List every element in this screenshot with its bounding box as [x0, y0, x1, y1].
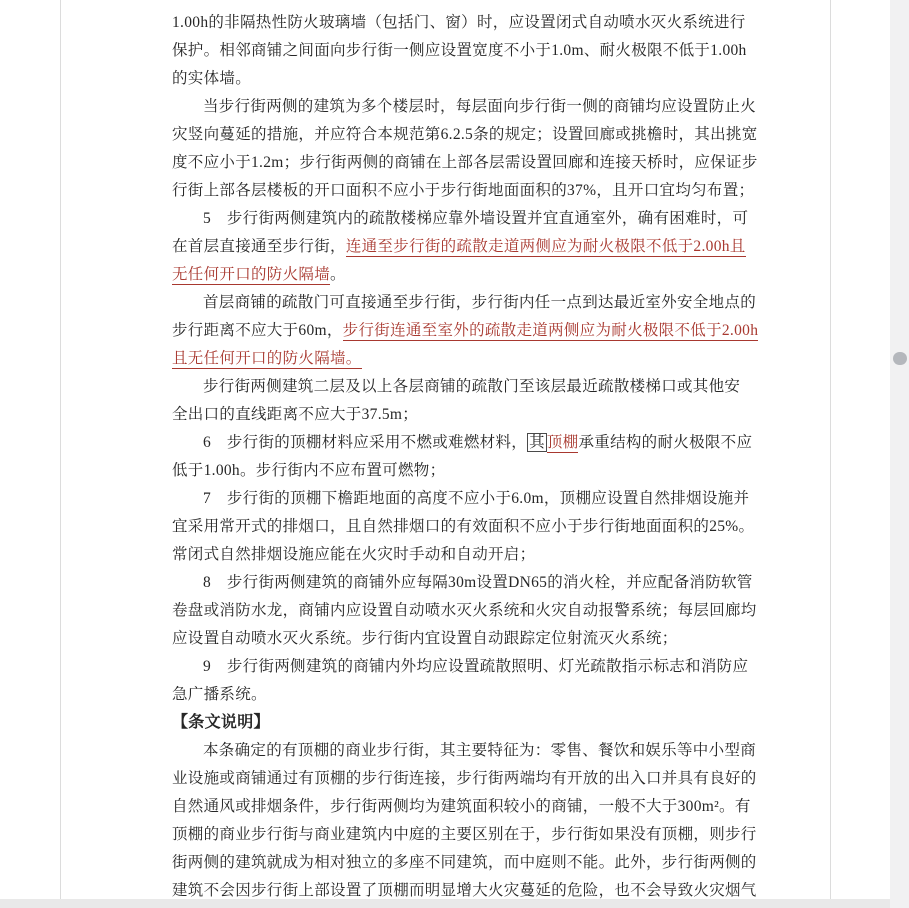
document-text: [172, 9, 759, 905]
boxed-character: 其: [529, 434, 545, 451]
page-left-edge: [60, 0, 61, 900]
text-line: [172, 737, 757, 765]
text-line: [172, 765, 757, 793]
body-text: 的实体墙。: [172, 70, 252, 87]
revision-inserted-text: 顶棚: [546, 434, 579, 451]
body-text: 常闭式自然排烟设施应能在火灾时手动和自动开启；: [172, 546, 536, 563]
text-line: [172, 37, 747, 65]
text-line: [172, 121, 758, 149]
body-text: 7 步行街的顶棚下檐距地面的高度不应小于6.0m，顶棚应设置自然排烟设施并: [203, 490, 750, 507]
text-line: [172, 429, 753, 457]
text-line: [172, 9, 747, 37]
revision-inserted-text: 步行街连通至室外的疏散走道两侧应为耐火极限不低于2.00h: [342, 322, 759, 339]
text-line: [172, 681, 747, 709]
body-text: 【条文说明】: [172, 714, 270, 731]
page-bottom-edge: [0, 899, 909, 908]
text-line: [172, 233, 747, 261]
section-heading: [172, 709, 747, 737]
body-text: 8 步行街两侧建筑的商铺外应每隔30m设置DN65的消火栓，并应配备消防软管: [203, 574, 753, 591]
body-text: 全出口的直线距离不应大于37.5m；: [172, 406, 419, 423]
text-line: [172, 793, 751, 821]
scrollbar-track[interactable]: [890, 0, 909, 908]
text-line: [172, 597, 757, 625]
text-line: [172, 93, 757, 121]
text-line: [172, 541, 747, 569]
text-line: [172, 317, 759, 345]
text-line: [172, 373, 747, 401]
text-line: [172, 569, 753, 597]
body-text: 当步行街两侧的建筑为多个楼层时，每层面向步行街一侧的商铺均应设置防止火: [203, 98, 757, 115]
body-text: 低于1.00h。步行街内不应布置可燃物；: [172, 462, 446, 479]
text-line: [172, 485, 750, 513]
revision-inserted-text: 无任何开口的防火隔墙: [172, 266, 331, 283]
body-text: 自然通风或排烟条件，步行街两侧均为建筑面积较小的商铺，一般不大于300m²。有: [172, 798, 751, 815]
body-text: 度不应小于1.2m；步行街两侧的商铺在上部各层需设置回廊和连接天桥时，应保证步: [172, 154, 758, 171]
body-text: 1.00h的非隔热性防火玻璃墙（包括门、窗）时，应设置闭式自动喷水灭火系统进行: [172, 14, 746, 31]
body-text: 建筑不会因步行街上部设置了顶棚而明显增大火灾蔓延的危险，也不会导致火灾烟气: [172, 882, 757, 899]
body-text: 本条确定的有顶棚的商业步行街，其主要特征为：零售、餐饮和娱乐等中小型商: [203, 742, 757, 759]
text-line: [172, 821, 757, 849]
body-text: 宜采用常开式的排烟口，且自然排烟口的有效面积不应小于步行街地面面积的25%。: [172, 518, 755, 535]
text-line: [172, 513, 755, 541]
body-text: 6 步行街的顶棚材料应采用不燃或难燃材料，: [203, 434, 528, 451]
text-line: [172, 149, 758, 177]
body-text: 承重结构的耐火极限不应: [578, 434, 753, 451]
body-text: 首层商铺的疏散门可直接通至步行街，步行街内任一点到达最近室外安全地点的: [203, 294, 757, 311]
body-text: 街两侧的建筑就成为相对独立的多座不同建筑，而中庭则不能。此外，步行街两侧的: [172, 854, 757, 871]
text-line: [172, 625, 747, 653]
text-line: [172, 205, 747, 233]
body-text: 应设置自动喷水灭火系统。步行街内宜设置自动跟踪定位射流灭火系统；: [172, 630, 678, 647]
body-text: 灾竖向蔓延的措施，并应符合本规范第6.2.5条的规定；设置回廊或挑檐时，其出挑宽: [172, 126, 758, 143]
text-line: [172, 457, 747, 485]
body-text: 9 步行街两侧建筑的商铺内外均应设置疏散照明、灯光疏散指示标志和消防应: [203, 658, 749, 675]
body-text: 顶棚的商业步行街与商业建筑内中庭的主要区别在于，步行街如果没有顶棚，则步行: [172, 826, 757, 843]
text-line: [172, 177, 755, 205]
body-text: 业设施或商铺通过有顶棚的步行街连接，步行街两端均有开放的出入口并具有良好的: [172, 770, 757, 787]
body-text: 卷盘或消防水龙，商铺内应设置自动喷水灭火系统和火灾自动报警系统；每层回廊均: [172, 602, 757, 619]
body-text: 行街上部各层楼板的开口面积不应小于步行街地面面积的37%，且开口宜均匀布置；: [172, 182, 755, 199]
body-text: 急广播系统。: [172, 686, 267, 703]
text-line: [172, 653, 747, 681]
body-text: 在首层直接通至步行街，: [172, 238, 346, 255]
body-text: 步行街两侧建筑二层及以上各层商铺的疏散门至该层最近疏散楼梯口或其他安: [203, 378, 741, 395]
body-text: 。: [330, 266, 346, 283]
text-line: [172, 849, 757, 877]
text-line: [172, 261, 747, 289]
revision-inserted-text: 连通至步行街的疏散走道两侧应为耐火极限不低于2.00h且: [345, 238, 746, 255]
text-line: [172, 289, 757, 317]
revision-inserted-text: 且无任何开口的防火隔墙。: [172, 350, 362, 367]
scrollbar-thumb[interactable]: [893, 352, 907, 365]
text-line: [172, 65, 747, 93]
body-text: 5 步行街两侧建筑内的疏散楼梯应靠外墙设置并宜直通室外，确有困难时，可: [203, 210, 749, 227]
body-text: 保护。相邻商铺之间面向步行街一侧应设置宽度不小于1.0m、耐火极限不低于1.00h: [172, 42, 747, 59]
page-right-edge: [830, 0, 831, 900]
text-line: [172, 401, 747, 429]
body-text: 步行距离不应大于60m，: [172, 322, 343, 339]
text-line: [172, 345, 747, 373]
